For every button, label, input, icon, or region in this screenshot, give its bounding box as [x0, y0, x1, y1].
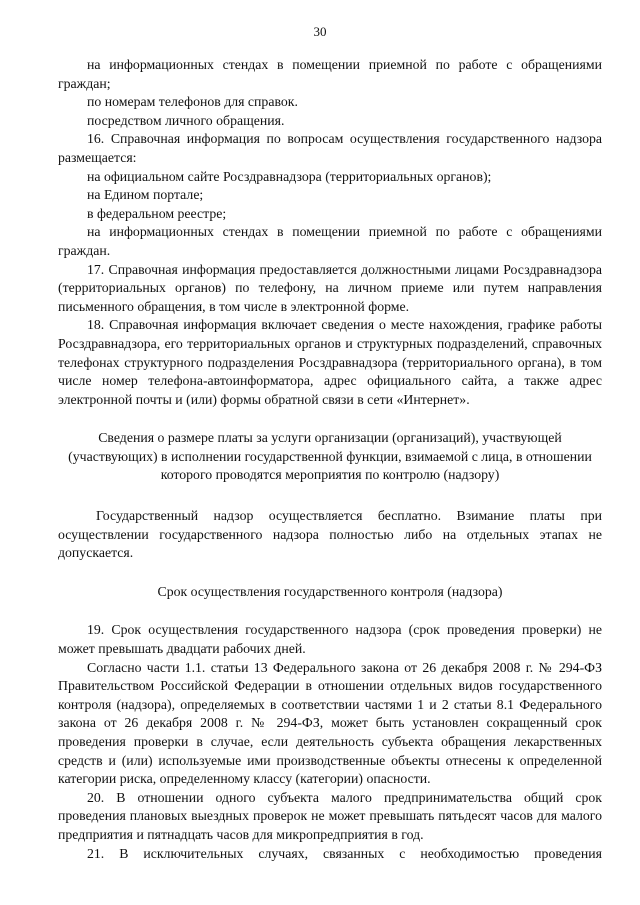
paragraph: посредством личного обращения.: [87, 112, 285, 128]
paragraph: Согласно части 1.1. статьи 13 Федерального закона от 26 декабря 2008 г. № 294-ФЗ Правительством Российской Федерации в отношении отдельных видов государственного контроля (надзора), определяемых в соответствии частями 1 и 2 статьи 8.1 Федерального закона от 26 декабря 2008 г. № 294-ФЗ, может быть установлен сокращенный срок проведения проверки в случае, если деятельность субъекта обращения лекарственных средств и (или) используемые ими производственные объекты отнесены к определенной категории риска, определенному классу (категории) опасности.: [58, 659, 602, 787]
section-heading-term: Срок осуществления государственного контроля (надзора): [157, 583, 503, 599]
paragraph: на Едином портале;: [87, 187, 204, 203]
term-paragraphs: [58, 621, 602, 863]
paragraph: 18. Справочная информация включает сведения о месте нахождения, графике работы Росздравнадзора, его территориальных органов и структурных подразделений, справочных телефонах структурного подразделения Росздравнадзора (территориального органа), в том числе номер телефона-автоинформатора, адрес официального сайта, а также адрес электронной почты и (или) формы обратной связи в сети «Интернет».: [58, 317, 602, 407]
section-heading-fee: Сведения о размере платы за услуги организации (организаций), участвующей (участвующих) в исполнении государственной функции, взимаемой с лица, в отношении которого проводятся мероприятия по контролю (надзору): [68, 430, 592, 483]
page-number: 30: [313, 24, 327, 39]
paragraph: по номерам телефонов для справок.: [87, 94, 298, 110]
document-body: [58, 56, 602, 863]
info-paragraphs: [58, 56, 602, 409]
paragraph: на информационных стендах в помещении приемной по работе с обращениями граждан;: [58, 57, 602, 91]
paragraph: 20. В отношении одного субъекта малого предпринимательства общий срок проведения плановых выездных проверок не может превышать пятьдесят часов для малого предприятия и пятнадцать часов для микропредприятия в год.: [58, 789, 602, 842]
paragraph: 19. Срок осуществления государственного надзора (срок проведения проверки) не может превышать двадцати рабочих дней.: [58, 622, 602, 657]
paragraph: 16. Справочная информация по вопросам осуществления государственного надзора размещается:: [58, 131, 602, 165]
paragraph: в федеральном реестре;: [87, 205, 227, 221]
paragraph: на официальном сайте Росздравнадзора (территориальных органов);: [87, 168, 492, 184]
paragraph: 21. В исключительных случаях, связанных с необходимостью проведения: [87, 845, 602, 861]
fee-paragraph: Государственный надзор осуществляется бесплатно. Взимание платы при осуществлении государственного надзора полностью либо на отдельных этапах не допускается.: [58, 508, 602, 561]
paragraph: на информационных стендах в помещении приемной по работе с обращениями граждан.: [58, 224, 602, 258]
paragraph: 17. Справочная информация предоставляется должностными лицами Росздравнадзора (территориальных органов) по телефону, на личном приеме или путем направления письменного обращения, в том числе в электронной форме.: [58, 261, 602, 314]
